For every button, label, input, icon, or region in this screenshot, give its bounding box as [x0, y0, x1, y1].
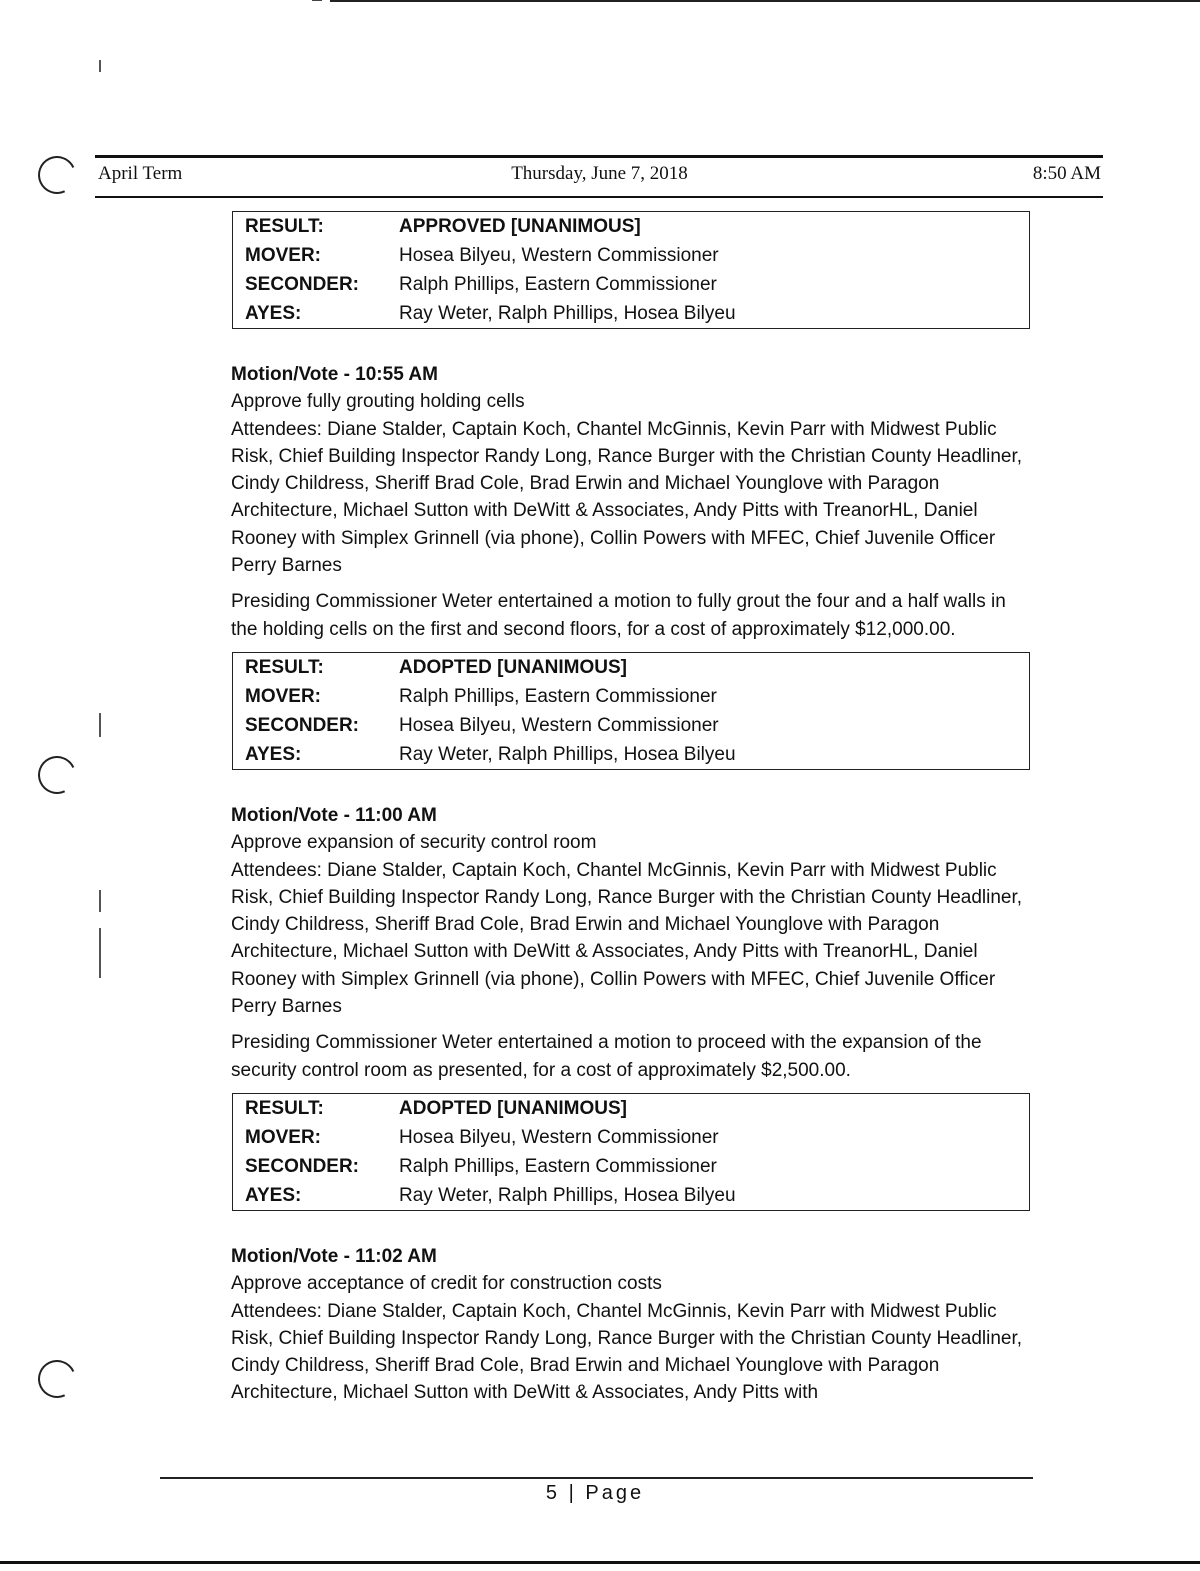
motion-attendees: Attendees: Diane Stalder, Captain Koch, Chantel McGinnis, Kevin Parr with Midwest Public Risk, Chief Building Inspector Randy Long, Rance Burger with the Christian County Headliner, Cindy Childress, Sheriff Brad Cole, Brad Erwin and Michael Younglove with Paragon Architecture, Michael Sutton with DeWitt & Associates, Andy Pitts with TreanorHL, Daniel Rooney with Simplex Grinnell (via phone), Collin Powers with MFEC, Chief Juvenile Officer Perry Barnes [231, 418, 1023, 577]
table-row [233, 241, 1030, 270]
time-label: 8:50 AM [1032, 163, 1101, 184]
term-label: April Term [98, 163, 183, 184]
motion-attendees: Attendees: Diane Stalder, Captain Koch, Chantel McGinnis, Kevin Parr with Midwest Public Risk, Chief Building Inspector Randy Long, Rance Burger with the Christian County Headliner, Cindy Childress, Sheriff Brad Cole, Brad Erwin and Michael Younglove with Paragon Architecture, Michael Sutton with DeWitt & Associates, Andy Pitts with TreanorHL, Daniel Rooney with Simplex Grinnell (via phone), Collin Powers with MFEC, Chief Juvenile Officer Perry Barnes [231, 859, 1023, 1018]
page-number: 5 | Page [545, 1482, 645, 1504]
scan-artifact [99, 890, 101, 912]
result-label: RESULT: [245, 216, 324, 237]
motion-section [231, 1243, 1031, 1407]
motion-attendees: Attendees: Diane Stalder, Captain Koch, Chantel McGinnis, Kevin Parr with Midwest Public Risk, Chief Building Inspector Randy Long, Rance Burger with the Christian County Headliner, Cindy Childress, Sheriff Brad Cole, Brad Erwin and Michael Younglove with Paragon Architecture, Michael Sutton with DeWitt & Associates, Andy Pitts with [231, 1300, 1023, 1404]
punch-hole [33, 1355, 82, 1404]
table-row [233, 740, 1030, 770]
motion-description: Presiding Commissioner Weter entertained a motion to fully grout the four and a half walls in the holding cells on the first and second floors, for a cost of approximately $12,000.00. [231, 591, 1006, 640]
mover-value: Hosea Bilyeu, Western Commissioner [399, 1126, 719, 1148]
table-row [233, 1093, 1030, 1123]
seconder-label: SECONDER: [245, 714, 360, 736]
mover-value: Ralph Phillips, Eastern Commissioner [399, 685, 717, 707]
table-row [233, 711, 1030, 740]
document-body [231, 211, 1031, 1407]
seconder-value: Ralph Phillips, Eastern Commissioner [399, 274, 717, 295]
motion-title: Motion/Vote - 11:02 AM [231, 1245, 437, 1267]
motion-title: Motion/Vote - 11:00 AM [231, 804, 437, 826]
page-header [98, 163, 1101, 191]
motion-subject: Approve fully grouting holding cells [231, 391, 525, 413]
punch-hole [33, 151, 82, 200]
scan-artifact [99, 60, 101, 72]
table-row [233, 1181, 1030, 1211]
date-label: Thursday, June 7, 2018 [511, 163, 688, 184]
ayes-label: AYES: [245, 1184, 302, 1206]
vote-result-table [232, 652, 1030, 770]
ayes-value: Ray Weter, Ralph Phillips, Hosea Bilyeu [399, 743, 736, 765]
ayes-label: AYES: [245, 743, 302, 765]
motion-section [231, 361, 1031, 770]
table-row [233, 1152, 1030, 1181]
table-row [233, 652, 1030, 682]
table-row [233, 212, 1030, 242]
seconder-label: SECONDER: [245, 274, 360, 295]
footer-rule [160, 1477, 1033, 1479]
result-label: RESULT: [245, 1097, 324, 1119]
mover-label: MOVER: [245, 245, 321, 266]
motion-description: Presiding Commissioner Weter entertained a motion to proceed with the expansion of the security control room as presented, for a cost of approximately $2,500.00. [231, 1032, 982, 1081]
vote-result-table [232, 211, 1030, 329]
motion-subject: Approve expansion of security control room [231, 832, 597, 854]
scan-artifact [312, 0, 322, 1]
scan-artifact [99, 928, 101, 978]
scan-artifact [330, 0, 1200, 2]
ayes-value: Ray Weter, Ralph Phillips, Hosea Bilyeu [399, 303, 736, 324]
result-value: APPROVED [UNANIMOUS] [399, 216, 641, 237]
seconder-value: Hosea Bilyeu, Western Commissioner [399, 714, 719, 736]
result-label: RESULT: [245, 656, 324, 678]
table-row [233, 682, 1030, 711]
scan-artifact [99, 713, 101, 737]
ayes-value: Ray Weter, Ralph Phillips, Hosea Bilyeu [399, 1184, 736, 1206]
result-value: ADOPTED [UNANIMOUS] [399, 656, 627, 678]
motion-section [231, 802, 1031, 1211]
mover-value: Hosea Bilyeu, Western Commissioner [399, 245, 719, 266]
vote-result-table [232, 1093, 1030, 1211]
table-row [233, 1123, 1030, 1152]
header-rule [95, 196, 1103, 198]
ayes-label: AYES: [245, 303, 302, 324]
punch-hole [33, 751, 82, 800]
seconder-value: Ralph Phillips, Eastern Commissioner [399, 1155, 717, 1177]
header-rule [95, 155, 1103, 158]
mover-label: MOVER: [245, 1126, 321, 1148]
motion-title: Motion/Vote - 10:55 AM [231, 364, 438, 385]
table-row [233, 299, 1030, 329]
scan-edge [0, 1561, 1200, 1564]
table-row [233, 270, 1030, 299]
motion-subject: Approve acceptance of credit for construction costs [231, 1273, 662, 1295]
result-value: ADOPTED [UNANIMOUS] [399, 1097, 627, 1119]
mover-label: MOVER: [245, 685, 321, 707]
seconder-label: SECONDER: [245, 1155, 360, 1177]
